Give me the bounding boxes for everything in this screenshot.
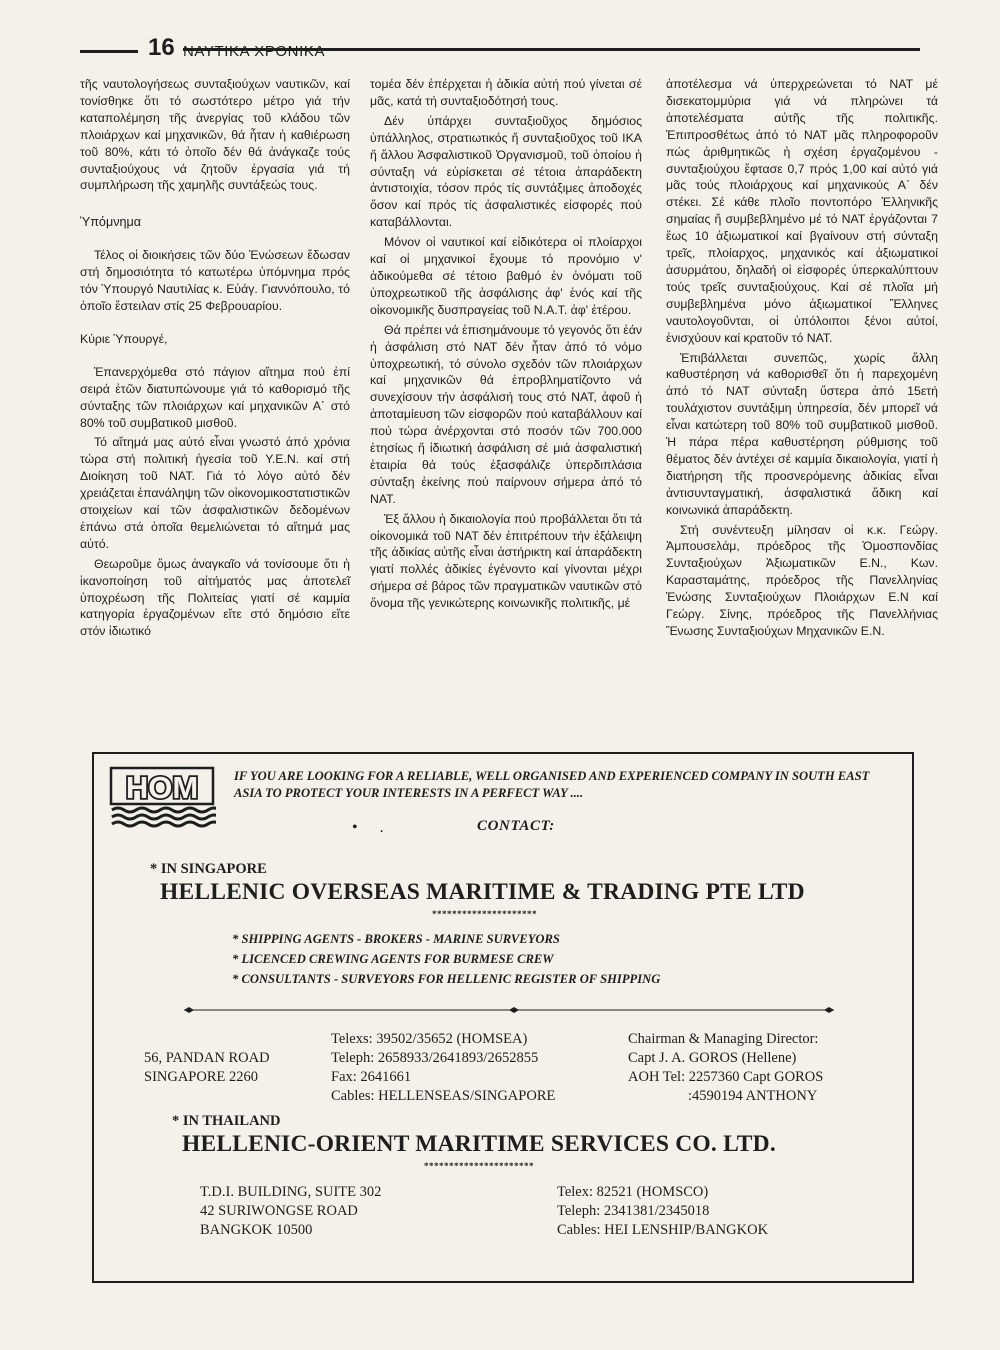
running-header — [80, 34, 920, 66]
address-line: 56, PANDAN ROAD — [144, 1050, 270, 1066]
contact-line: Fax: 2641661 — [331, 1069, 412, 1085]
services-list — [232, 929, 892, 989]
publication-title: ΝΑΥΤΙΚΑ ΧΡΟΝΙΚΑ — [183, 43, 326, 60]
section-separator — [184, 1005, 834, 1015]
article-column-1 — [80, 76, 350, 643]
management-singapore — [628, 1030, 823, 1106]
salutation: Κύριε Ὑπουργέ, — [80, 331, 168, 346]
contact-line: Telex: 82521 (HOMSCO) — [557, 1184, 709, 1200]
ad-intro: IF YOU ARE LOOKING FOR A RELIABLE, WELL ORGANISED AND EXPERIENCED COMPANY IN SOUTH EAST ASIA TO PROTECT YOUR INTERESTS IN A PERFECT WAY .... — [234, 769, 870, 800]
address-thailand — [200, 1183, 381, 1240]
paragraph: Τέλος οἱ διοικήσεις τῶν δύο Ἑνώσεων ἔδωσαν στή δημοσιότητα τό κατωτέρω ὑπόμνημα πρός τόν Ὑπουργό Ναυτιλίας κ. Εὐάγ. Γιαννόπουλο, τό ὁποῖο ἔστειλαν στίς 25 Φεβρουαρίου. — [80, 248, 350, 313]
paragraph: Στή συνέντευξη μίλησαν οἱ κ.κ. Γεώργ. Ἀμπουσελάμ, πρόεδρος τῆς Ὁμοσπονδίας Συνταξιούχων Ἀξιωματικῶν Ε.Ν., Κων. Καρασταμάτης, πρόεδρος τῆς Πανελληνίας Ἑνώσης Συνταξιούχων Πλοιάρχων Ε.Ν καί Γεώργ. Σίνης, πρόεδρος τῆς Πανελλήνιας Ἕνωσης Συνταξιούχων Μηχανικῶν Ε.Ν. — [666, 522, 938, 638]
paragraph: Τό αἴτημά μας αὐτό εἶναι γνωστό ἀπό χρόνια τώρα στή πολιτική ἡγεσία τοῦ Υ.Ε.Ν. καί στή Διοίκηση τοῦ ΝΑΤ. Γιά τό λόγο αὐτό δέν χρειάζεται ἐπανάληψη τῶν οἰκονομικοστατιστικῶν στοιχείων καί τῶν ἀσφαλιστικῶν δεδομένων ἐπάνω στά ὁποῖα θεμελιώνεται τό αἴτημά μας αὐτό. — [80, 435, 350, 551]
management-line: Chairman & Managing Director: — [628, 1031, 819, 1047]
address-line: SINGAPORE 2260 — [144, 1069, 258, 1085]
management-line: Capt J. A. GOROS (Hellene) — [628, 1050, 797, 1066]
subheading: Ὑπόμνημα — [80, 215, 142, 230]
header-dash — [80, 50, 138, 53]
paragraph: Θά πρέπει νά ἐπισημάνουμε τό γεγονός ὅτι ἐάν ἡ ἀσφάλιση στό ΝΑΤ δέν ἦταν ἀπό τό νόμο ὑποχρεωτική, τό σύνολο σχεδόν τῶν πλοιάρχων καί μηχανικῶν θά ἐπροβληματίζοντο νά συνεχίσουν τήν ἀσφάλισή τους στό ΝΑΤ, ἀφοῦ ἡ ἀποταμίευση τῶν εἰσφορῶν πού καταβάλλουν καί πού τώρα ἀνέρχονται στό ποσόν τῶν 700.000 ἐτησίως ἤ ἰδιωτική ἀσφάλιση σέ μιά ἀσφαλιστική ἑταιρία θά τούς ἐξασφάλιζε ὑπερδιπλάσια σύνταξη ἐκείνης πού παίρνουν σήμερα ἀπό τό ΝΑΤ. — [370, 322, 642, 506]
advertisement-box — [92, 752, 914, 1283]
paragraph: Μόνον οἱ ναυτικοί καί εἰδικότερα οἱ πλοίαρχοι καί οἱ μηχανικοί ἔχουμε τό προνόμιο ν' ἀδικούμεθα σέ τέτοιο βαθμό ἐν ὀνόματι τοῦ ὑποχρεωτικοῦ τῆς ἀσφάλισης ἀφ' ἑνός καί τῆς οἰκονομικῆς δυσπραγείας τοῦ Ν.Α.Τ. ἀφ' ἑτέρου. — [370, 235, 642, 317]
address-singapore — [144, 1049, 270, 1087]
contact-line: Cables: HEI LENSHIP/BANGKOK — [557, 1222, 769, 1238]
decorative-dots: • . — [352, 819, 393, 836]
article-column-2 — [370, 76, 642, 615]
paragraph: τῆς ναυτολογήσεως συνταξιούχων ναυτικῶν, καί τονίσθηκε ὅτι τό σωστότερο μέτρο γιά τήν καταπολέμηση τῆς ἀνεργίας τοῦ κλάδου τῶν πλοιάρχων καί μηχανικῶν, θά ἦταν ἡ καθιέρωση τοῦ 80%, κάτι τό ὁποῖο δέν θά ἀνάγκαζε τούς συνταξιούχους νά ζητοῦν ἐργασία γιά τή συμπλήρωση τῆς χαμηλῆς συντάξεώς τους. — [80, 77, 350, 193]
management-line: AOH Tel: 2257360 Capt GOROS — [628, 1069, 824, 1085]
contacts-singapore — [331, 1030, 555, 1106]
article-column-3 — [666, 76, 938, 643]
management-line: :4590194 ANTHONY — [688, 1088, 818, 1104]
star-divider: ********************** — [424, 1161, 534, 1171]
star-divider: ********************* — [432, 909, 537, 919]
logo-wordmark: HOM — [125, 770, 199, 805]
contact-heading: CONTACT: — [477, 818, 555, 834]
paragraph: Ἐξ ἄλλου ἡ δικαιολογία πού προβάλλεται ὅτι τά οἰκονομικά τοῦ ΝΑΤ δέν ἐπιτρέπουν τήν ἐξάλειψη τῆς ἀδικίας αὐτῆς εἶναι ἀστήρικτη καί ἀπαράδεκτη γιατί πολλές ἀδικίες ἐγένοντο καί γίνονται μέχρι σήμερα σέ βάρος τῶν πραγματικῶν ναυτικῶν στό ὄνομα τῆς γενικώτερης κοινωνικῆς πολιτικῆς, μέ — [370, 511, 642, 611]
hom-logo — [108, 764, 216, 828]
paragraph: Ἐπιβάλλεται συνεπῶς, χωρίς ἄλλη καθυστέρηση νά καθορισθεῖ ὅτι ἡ παρεχομένη ἀπό τό ΝΑΤ σύνταξη ὕστερα ἀπό 15ετή τουλάχιστον συντάξιμη ὑπηρεσία, δέν μπορεῖ νά εἶναι κατώτερη τοῦ 80% τοῦ συμβατικοῦ μισθοῦ. Ἡ πάρα πέρα καθυστέρηση ρύθμισης τοῦ θέματος δέν ἀντέχει σέ καμμία δικαιολογία, γιατί ἡ διατήρηση τῆς προσνερόμενης ἀδικίας εἶναι ἀντισυνταγματική, ἀσφαλιστικά ἄδικη καί κοινωνικά ἀπαράδεκτη. — [666, 350, 938, 517]
paragraph: Θεωροῦμε ὅμως ἀναγκαῖο νά τονίσουμε ὅτι ἡ ἱκανοποίηση τοῦ αἰτήματός μας ἀποτελεῖ ὑποχρέωση τῆς Πολιτείας γιατί σέ καμμία κατηγορία ἐργαζομένων εἴτε στό δημόσιο εἴτε στόν ἰδιωτικό — [80, 556, 350, 639]
paragraph: Ἐπανερχόμεθα στό πάγιον αἴτημα πού ἐπί σειρά ἐτῶν διατυπώνουμε γιά τό καθορισμό τῆς σύνταξης τῶν πλοιάρχων καί μηχανικῶν Α΄ στό 80% τοῦ συμβατικοῦ μισθοῦ. — [80, 364, 350, 430]
header-rule — [183, 48, 920, 51]
service-item: * LICENCED CREWING AGENTS FOR BURMESE CREW — [232, 949, 892, 969]
contact-line: Teleph: 2658933/2641893/2652855 — [331, 1050, 539, 1066]
contact-line: Teleph: 2341381/2345018 — [557, 1203, 710, 1219]
address-line: BANGKOK 10500 — [200, 1222, 313, 1238]
contacts-thailand — [557, 1183, 768, 1240]
address-line: 42 SURIWONGSE ROAD — [200, 1203, 358, 1219]
service-item: * SHIPPING AGENTS - BROKERS - MARINE SURVEYORS — [232, 929, 892, 949]
address-line: T.D.I. BUILDING, SUITE 302 — [200, 1184, 382, 1200]
region-singapore: * IN SINGAPORE — [150, 861, 267, 877]
service-item: * CONSULTANTS - SURVEYORS FOR HELLENIC REGISTER OF SHIPPING — [232, 969, 892, 989]
company-name-singapore: HELLENIC OVERSEAS MARITIME & TRADING PTE LTD — [160, 879, 805, 905]
region-thailand: * IN THAILAND — [172, 1113, 281, 1129]
paragraph: τομέα δέν ἐπέρχεται ἡ ἀδικία αὐτή πού γίνεται σέ μᾶς, κατά τή συνταξιοδότησή τους. — [370, 77, 642, 108]
company-name-thailand: HELLENIC-ORIENT MARITIME SERVICES CO. LTD. — [182, 1131, 776, 1157]
paragraph: ἀποτέλεσμα νά ὑπερχρεώνεται τό ΝΑΤ μέ δισεκατομμύρια γιά νά πληρώνει τά ἀποτελέσματα αὐτῆς τῆς πολιτικῆς. Ἐπιπροσθέτως ἀπό τό ΝΑΤ μᾶς πληροφοροῦν πώς ἀριθμητικῶς ἡ σχέση ἐργαζομένου - συνταξιούχου ἔφτασε 0,7 πρός 1,00 καί αὐτό γιά μᾶς τούς πλοιάρχους καί μηχανικούς Α΄ δέν στέκει. Σέ κάθε πλοῖο ποντοπόρο Ἑλληνικῆς σημαίας ἤ συμβεβλημένο μέ τό ΝΑΤ ἐργάζονται 7 ἕως 10 ἀξιωματικοί καί βγαίνουν στή σύνταξη τρεῖς, πλοίαρχος, μηχανικός καί ἀξιωματικοί ἀσυρμάτου, δηλαδή οἱ εἰσφορές ὑπερκαλύπτουν τούς τρεῖς συνταξιούχους. Καί σέ πλοῖα μή συμβεβλημένα μόνο ἀξιωματικοί Ἕλληνες ναυτολογοῦνται, οἱ ὑπόλοιποι ξένοι αὐτοί, ἐνισχύουν καί κρατοῦν τό ΝΑΤ. — [666, 77, 938, 345]
page-number: 16 — [148, 34, 175, 61]
contact-line: Cables: HELLENSEAS/SINGAPORE — [331, 1088, 556, 1104]
paragraph: Δέν ὑπάρχει συνταξιοῦχος δημόσιος ὑπάλληλος, στρατιωτικός ἤ συνταξιοῦχος τοῦ ΙΚΑ ἤ ἄλλου Ἀσφαλιστικοῦ Ὀργανισμοῦ, τοῦ ὁποίου ἡ σύνταξη νά εὑρίσκεται σέ τέτοια ἀπαράδεκτη ἀντιστοιχία, τόσον πρός τίς συντάξιμες ἀποδοχές ὅσον καί πρός τίς ἀσφαλιστικές εἰσφορές πού καταβάλλονται. — [370, 113, 642, 230]
contact-line: Telexs: 39502/35652 (HOMSEA) — [331, 1031, 528, 1047]
